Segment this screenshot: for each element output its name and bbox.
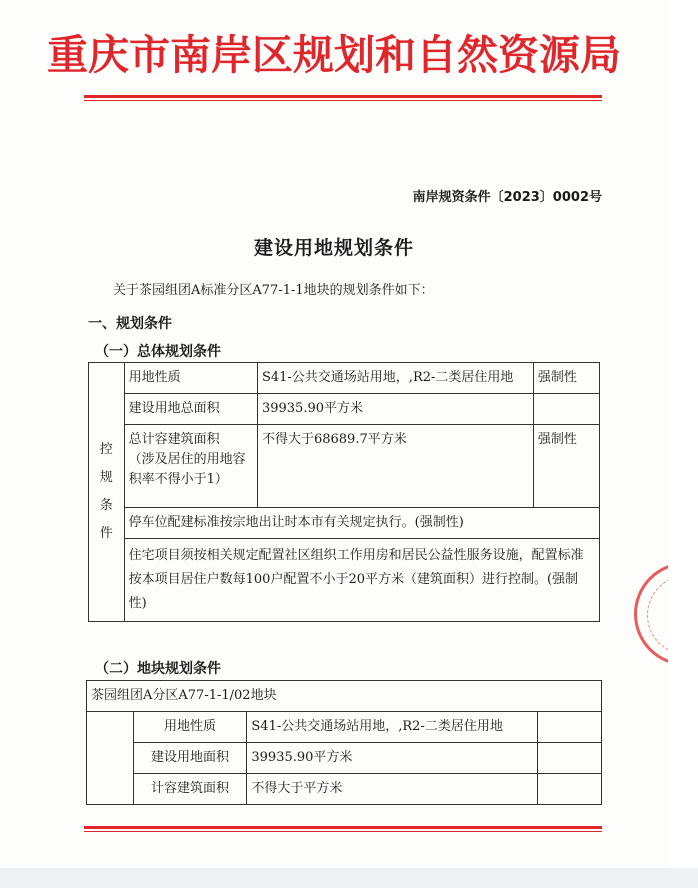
row-label: 用地性质	[124, 363, 257, 394]
row-value: 不得大于平方米	[247, 774, 537, 805]
row-label-text: 总计容建筑面积	[128, 432, 220, 447]
table-row	[89, 394, 600, 425]
table-row	[87, 681, 602, 712]
table-row	[89, 425, 600, 508]
row-label	[124, 425, 257, 508]
parcel-name: 茶园组团A分区A77-1-1/02地块	[87, 681, 602, 712]
table-row	[87, 712, 602, 743]
row-value: S41-公共交通场站用地，,R2-二类居住用地	[257, 363, 533, 394]
control-char: 件	[99, 526, 113, 541]
table-row	[89, 363, 600, 394]
page-edge	[668, 0, 698, 868]
row-label: 建设用地面积	[133, 743, 247, 774]
parcel-blank-cell	[87, 712, 134, 805]
control-char: 规	[99, 470, 113, 485]
row-value: 39935.90平方米	[247, 743, 537, 774]
control-char: 条	[99, 498, 113, 513]
row-note	[533, 394, 599, 425]
viewer-bottom-bar	[0, 868, 698, 888]
intro-paragraph: 关于茶园组团A标准分区A77-1-1地块的规划条件如下：	[113, 283, 434, 298]
document-title: 建设用地规划条件	[253, 237, 414, 259]
subsection-heading-overall: （一）总体规划条件	[95, 344, 221, 360]
subsection-heading-parcel: （二）地块规划条件	[95, 661, 221, 677]
table-row	[87, 774, 602, 805]
official-seal-stamp	[634, 562, 668, 666]
parcel-conditions-table	[86, 680, 602, 805]
row-value: S41-公共交通场站用地，,R2-二类居住用地	[247, 712, 537, 743]
table-row	[89, 508, 600, 539]
row-sublabel: （涉及居住的用地容积率不得小于1）	[128, 452, 246, 487]
row-value: 不得大于68689.7平方米	[257, 425, 533, 508]
seal-inner-ring	[647, 575, 668, 655]
parking-requirement: 停车位配建标准按宗地出让时本市有关规定执行。(强制性)	[124, 508, 599, 539]
control-label-cell	[89, 363, 125, 622]
community-facility-requirement: 住宅项目须按相关规定配置社区组织工作用房和居民公益性服务设施，配置标准按本项目居住户数每100户配置不小于20平方米（建筑面积）进行控制。(强制性)	[124, 539, 599, 622]
overall-conditions-table	[88, 362, 600, 622]
table-row	[89, 539, 600, 622]
header-red-rule-thin	[84, 100, 602, 101]
row-value: 39935.90平方米	[257, 394, 533, 425]
footer-red-rule	[84, 826, 602, 829]
footer-red-rule-thin	[84, 831, 602, 832]
row-note: 强制性	[533, 425, 599, 508]
table-row	[87, 743, 602, 774]
row-note	[537, 774, 601, 805]
row-label: 建设用地总面积	[124, 394, 257, 425]
section-heading: 一、规划条件	[88, 316, 172, 332]
row-label: 计容建筑面积	[133, 774, 247, 805]
row-note	[537, 743, 601, 774]
row-note	[537, 712, 601, 743]
document-number: 南岸规资条件〔2023〕0002号	[412, 190, 602, 205]
control-char: 控	[99, 442, 113, 457]
letterhead-title: 重庆市南岸区规划和自然资源局	[47, 31, 621, 79]
row-label: 用地性质	[133, 712, 247, 743]
row-note: 强制性	[533, 363, 599, 394]
header-red-rule	[84, 95, 602, 98]
